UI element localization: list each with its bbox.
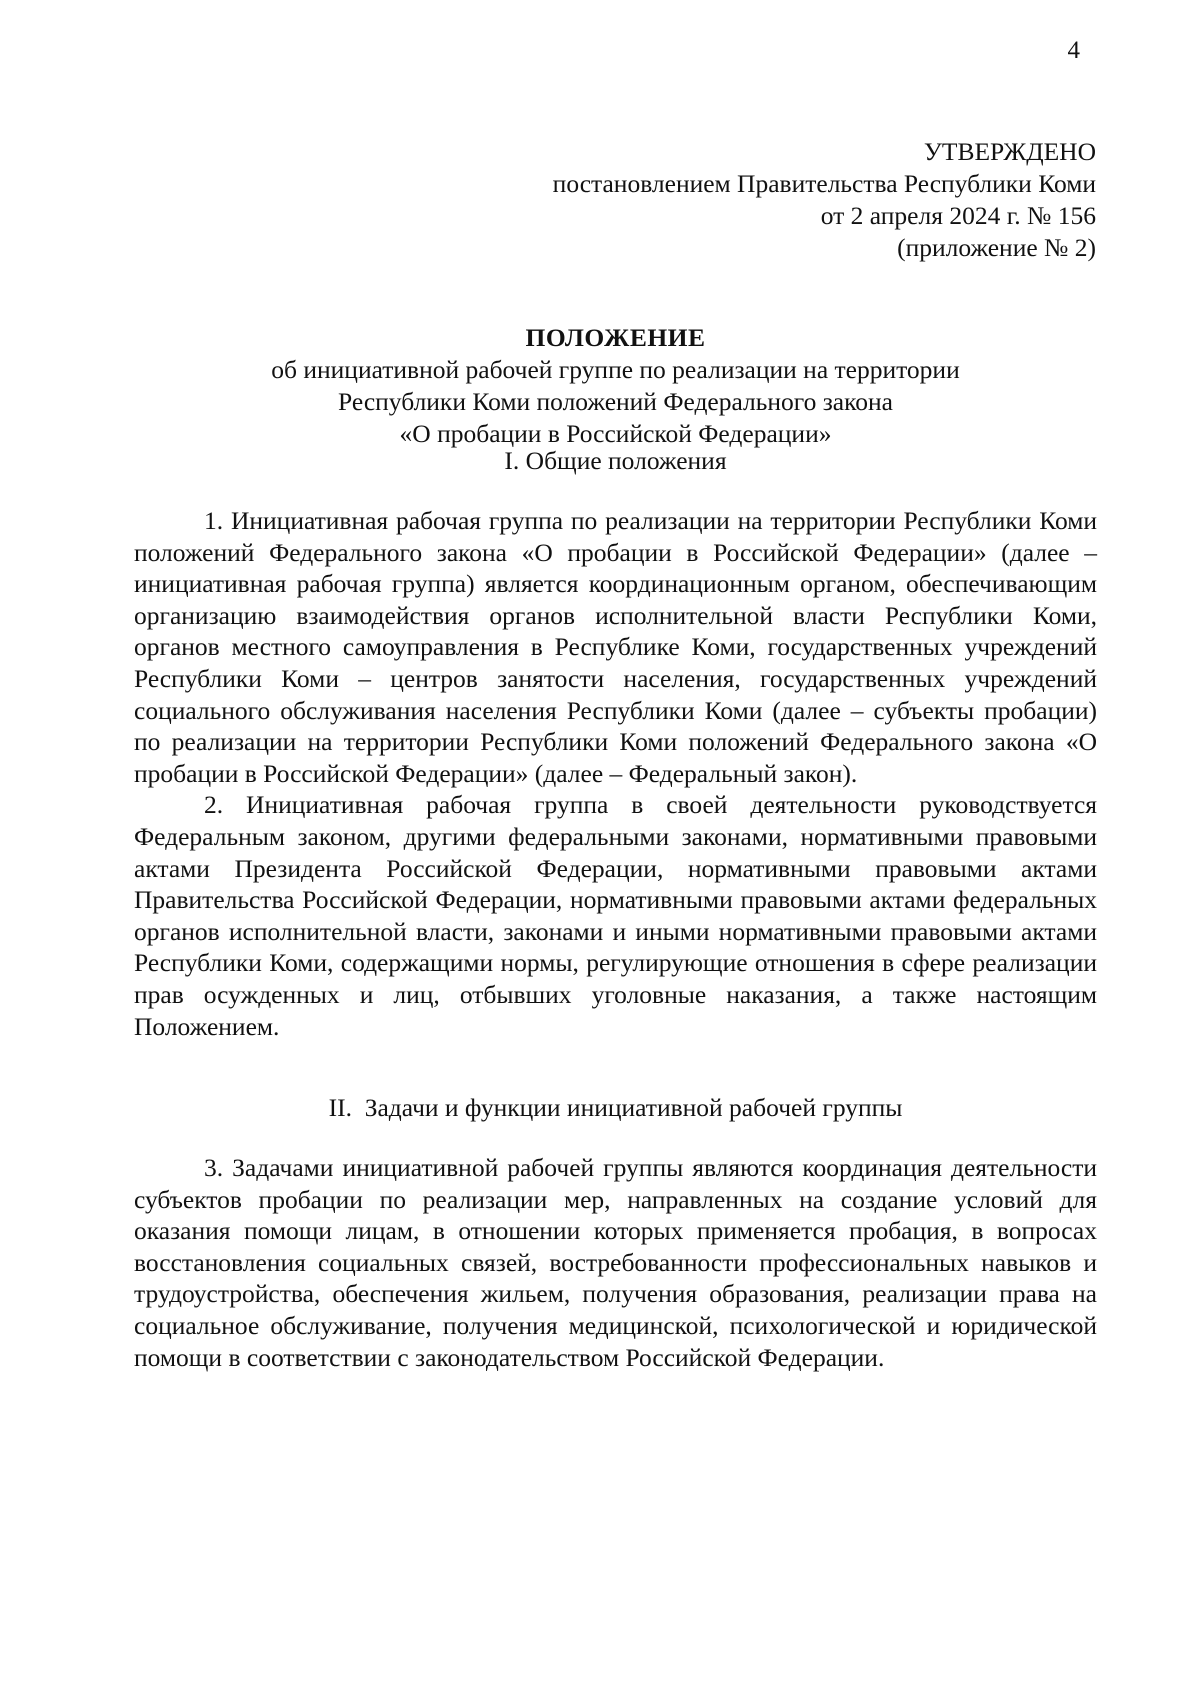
section-2-body (134, 1152, 1097, 1373)
document-title: ПОЛОЖЕНИЕ (525, 323, 706, 352)
approval-issuer: постановлением Правительства Республики Коми (552, 169, 1096, 198)
approval-date-number: от 2 апреля 2024 г. № 156 (820, 201, 1096, 230)
document-subtitle-line-3: «О пробации в Российской Федерации» (399, 419, 832, 448)
paragraph-2: 2. Инициативная рабочая группа в своей деятельности руководствуется Федеральным законом, другими федеральными законами, нормативными правовыми актами Президента Российской Федерации, нормативными правовыми актами Правительства Российской Федерации, нормативными правовыми актами федеральных органов исполнительной власти, законами и иными нормативными правовыми актами Республики Коми, содержащими нормы, регулирующие отношения в сфере реализации прав осужденных и лиц, отбывших уголовные наказания, а также настоящим Положением. (134, 790, 1097, 1041)
document-title-block (134, 322, 1097, 450)
document-subtitle-line-1: об инициативной рабочей группе по реализации на территории (271, 355, 960, 384)
approval-label: УТВЕРЖДЕНО (923, 137, 1096, 166)
section-1-body (134, 505, 1097, 1042)
page-number: 4 (1067, 37, 1080, 64)
approval-stamp-block (456, 136, 1096, 264)
paragraph-1: 1. Инициативная рабочая группа по реализации на территории Республики Коми положений Федерального закона «О пробации в Российской Федерации» (далее – инициативная рабочая группа) является координационным органом, обеспечивающим организацию взаимодействия органов исполнительной власти Республики Коми, органов местного самоуправления в Республике Коми, государственных учреждений Республики Коми – центров занятости населения, государственных учреждений социального обслуживания населения Республики Коми (далее – субъекты пробации) по реализации на территории Республики Коми положений Федерального закона «О пробации в Российской Федерации» (далее – Федеральный закон). (134, 506, 1097, 788)
document-subtitle-line-2: Республики Коми положений Федерального закона (338, 387, 893, 416)
paragraph-3: 3. Задачами инициативной рабочей группы являются координация деятельности субъектов пробации по реализации мер, направленных на создание условий для оказания помощи лицам, в отношении которых применяется пробация, в вопросах восстановления социальных связей, востребованности профессиональных навыков и трудоустройства, обеспечения жильем, получения образования, реализации права на социальное обслуживание, получения медицинской, психологической и юридической помощи в соответствии с законодательством Российской Федерации. (134, 1153, 1097, 1372)
section-heading-1: I. Общие положения (504, 446, 727, 475)
approval-appendix: (приложение № 2) (897, 233, 1096, 262)
section-heading-2: II. Задачи и функции инициативной рабочей группы (328, 1093, 903, 1122)
